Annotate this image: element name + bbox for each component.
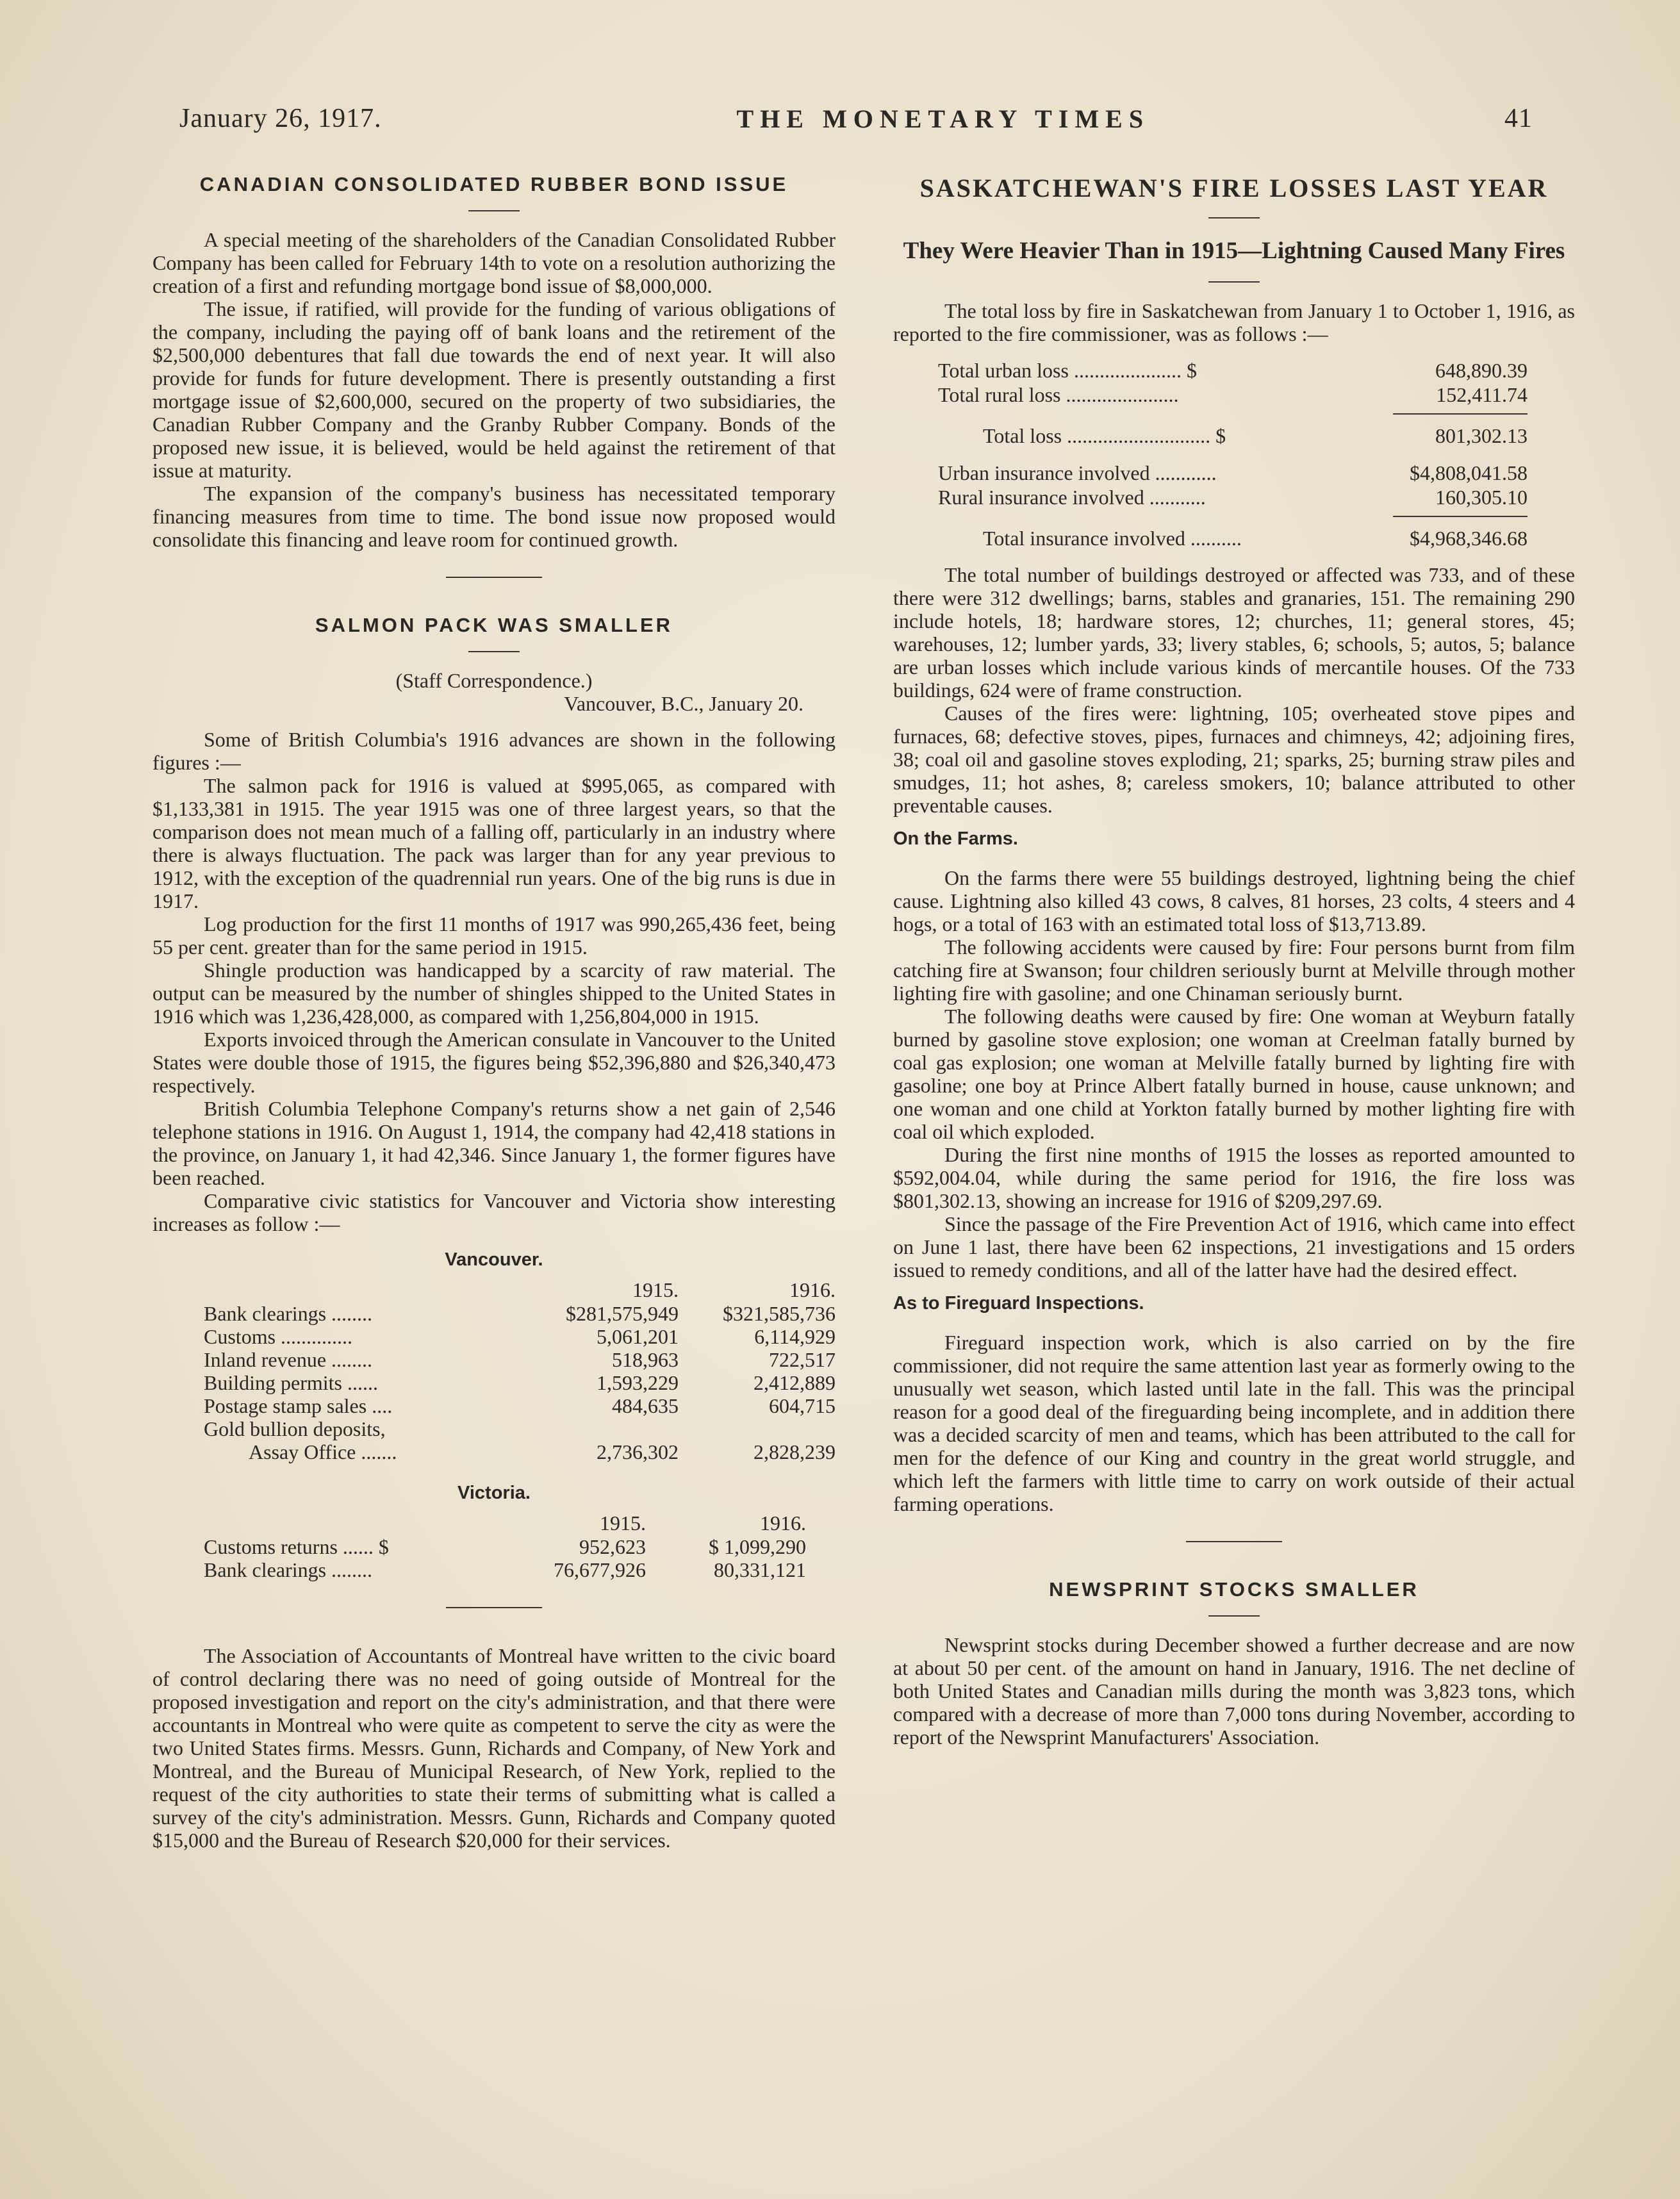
left-column <box>152 173 836 1852</box>
table-row <box>204 1558 806 1581</box>
leader-dots: .... <box>372 1394 393 1417</box>
value-1915: 1,593,229 <box>596 1371 679 1394</box>
row-label: Rural insurance involved ........... <box>938 486 1206 509</box>
table-row <box>204 1325 836 1348</box>
victoria-table-title: Victoria. <box>457 1483 531 1503</box>
publication-title: THE MONETARY TIMES <box>736 104 1150 133</box>
row-label: Assay Office <box>249 1440 356 1463</box>
table-row <box>204 1348 836 1371</box>
farms-paragraph: The following deaths were caused by fire: One woman at Weyburn fatally burned by gasoline stove explosion; one woman at Creelman fatally burned by coal gas explosion; one woman at Melville fatally burned by lighting fire with gasoline; one boy at Prince Albert fatally burned in house, cause unknown; and one woman and one child at Yorkton fatally burned by mother lighting fire with coal oil which exploded. <box>893 1005 1575 1143</box>
farms-paragraph: Since the passage of the Fire Prevention Act of 1916, which came into effect on June 1 last, there have been 62 inspections, 21 investigations and 15 orders issued to remedy conditions, and all of the latter have had the desired effect. <box>893 1212 1575 1281</box>
fire-losses-heading: SASKATCHEWAN'S FIRE LOSSES LAST YEAR <box>919 174 1549 202</box>
spacer <box>152 715 836 728</box>
row-label: Total loss ............................ $ <box>983 424 1226 447</box>
farms-paragraph: During the first nine months of 1915 the losses as reported amounted to $592,004.04, while during the same period for 1916, the fire loss was $801,302.13, showing an increase for 1916 of $209,297.69. <box>893 1143 1575 1212</box>
table-row <box>204 1394 836 1417</box>
salmon-paragraph: Some of British Columbia's 1916 advances are shown in the following figures :— <box>152 728 836 774</box>
row-value: 801,302.13 <box>1435 424 1528 447</box>
leader-dots: ........ <box>331 1558 373 1581</box>
row-label: Building permits <box>204 1371 342 1394</box>
vancouver-table-title: Vancouver. <box>445 1249 543 1270</box>
value-1915: 518,963 <box>611 1348 679 1371</box>
salmon-paragraph: Log production for the first 11 months of 1917 was 990,265,436 feet, being 55 per cent. greater than for the same period in 1915. <box>152 912 836 959</box>
table-header-row <box>204 1511 806 1535</box>
year-header: 1915. <box>600 1511 646 1535</box>
divider <box>1208 281 1260 283</box>
leader-dots: ...... <box>347 1371 378 1394</box>
table-row <box>938 485 1528 509</box>
rubber-paragraph: The expansion of the company's business has necessitated temporary financing measures from time to time. The bond issue now proposed would consolidate this financing and leave room for continued growth. <box>152 482 836 551</box>
accountants-paragraph: The Association of Accountants of Montreal have written to the civic board of control declaring there was no need of going outside of Montreal for the proposed investigation and report on the city's administration, and that there were accountants in Montreal who were quite as competent to serve the city as were the two United States firms. Messrs. Gunn, Richards and Company, of New York and Montreal, and the Bureau of Municipal Research, of New York, replied to the request of the city authorities to state their terms of submitting what is called a survey of the city's administration. Messrs. Gunn, Richards and Company quoted $15,000 and the Bureau of Research $20,000 for their services. <box>152 1644 836 1852</box>
rubber-bond-heading: CANADIAN CONSOLIDATED RUBBER BOND ISSUE <box>199 173 789 195</box>
table-row <box>938 424 1528 448</box>
value-1915: 484,635 <box>611 1394 679 1417</box>
row-label: Postage stamp sales <box>204 1394 367 1417</box>
leader-dots: .............. <box>281 1325 353 1348</box>
value-1915: 2,736,302 <box>596 1440 679 1463</box>
newsprint-paragraph: Newsprint stocks during December showed a further decrease and are now at about 50 per cent. of the amount on hand in January, 1916. The net decline of both United States and Canadian mills during the month was 3,823 tons, which compared with a decrease of more than 7,000 tons during November, according to report of the Newsprint Manufacturers' Association. <box>893 1633 1575 1749</box>
row-label: Customs returns <box>204 1535 338 1558</box>
table-row <box>204 1535 806 1558</box>
page-number: 41 <box>1504 104 1533 133</box>
table-row <box>204 1440 836 1463</box>
salmon-paragraph: The salmon pack for 1916 is valued at $995,065, as compared with $1,133,381 in 1915. The year 1915 was one of three largest years, so that the comparison does not mean much of a falling off, particularly in an industry where there is always fluctuation. The pack was larger than for any year previous to 1912, with the exception of the quadrennial run years. One of the big runs is due in 1917. <box>152 774 836 912</box>
sum-rule <box>1393 413 1528 415</box>
section-rule <box>446 1607 542 1608</box>
row-value: $4,808,041.58 <box>1410 461 1528 484</box>
byline: (Staff Correspondence.) <box>395 669 593 692</box>
row-label: Inland revenue <box>204 1348 327 1371</box>
divider <box>1208 217 1260 218</box>
vancouver-stats-table <box>204 1278 836 1463</box>
leader-dots: ...... $ <box>342 1535 389 1558</box>
divider <box>468 651 520 652</box>
value-1916: 2,412,889 <box>754 1371 836 1394</box>
spacer <box>938 448 1575 461</box>
row-value: 152,411.74 <box>1436 383 1528 406</box>
value-1916: $ 1,099,290 <box>709 1535 806 1558</box>
spacer <box>893 550 1575 563</box>
farms-paragraph: On the farms there were 55 buildings destroyed, lightning being the chief cause. Lightning also killed 43 cows, 8 calves, 81 horses, 23 colts, 4 steers and 4 hogs, or a total of 163 with an estimated total loss of $13,713.89. <box>893 866 1575 935</box>
row-label: Bank clearings <box>204 1302 327 1325</box>
salmon-paragraph: British Columbia Telephone Company's returns show a net gain of 2,546 telephone stations in 1916. On August 1, 1914, the company had 42,418 stations in the province, on January 1, it had 42,346. Since January 1, the former figures have been reached. <box>152 1097 836 1189</box>
table-row <box>938 526 1528 550</box>
fire-intro: The total loss by fire in Saskatchewan from January 1 to October 1, 1916, as reported to the fire commissioner, was as follows :— <box>893 299 1575 345</box>
value-1916: 80,331,121 <box>714 1558 806 1581</box>
section-rule <box>1186 1541 1282 1542</box>
leader-dots: ........ <box>331 1302 373 1325</box>
value-1916: 2,828,239 <box>754 1440 836 1463</box>
salmon-paragraph: Shingle production was handicapped by a scarcity of raw material. The output can be measured by the number of shingles shipped to the United States in 1916 which was 1,236,428,000, as compared with 1,256,804,000 in 1915. <box>152 959 836 1028</box>
right-column <box>893 173 1575 1749</box>
row-label: Total urban loss ..................... $ <box>938 359 1197 382</box>
section-rule <box>446 577 542 578</box>
rubber-paragraph: A special meeting of the shareholders of the Canadian Consolidated Rubber Company has been called for February 14th to vote on a resolution authorizing the creation of a first and refunding mortgage bond issue of $8,000,000. <box>152 228 836 297</box>
salmon-paragraph: Exports invoiced through the American consulate in Vancouver to the United States were double those of 1915, the figures being $52,396,880 and $26,340,473 respectively. <box>152 1028 836 1097</box>
fireguard-paragraph: Fireguard inspection work, which is also carried on by the fire commissioner, did not require the same attention last year as formerly owing to the unusually wet season, which lasted until late in the fall. This was the principal reason for a good deal of the fireguarding being incomplete, and in addition there was a decided scarcity of men and teams, which has been attributed to the call for men for the defence of our King and country in the great world struggle, and which left the farmers with little time to carry on work outside of their actual farming operations. <box>893 1331 1575 1515</box>
salmon-pack-heading: SALMON PACK WAS SMALLER <box>315 614 673 636</box>
table-row <box>204 1302 836 1325</box>
fireguard-subheading: As to Fireguard Inspections. <box>893 1293 1144 1314</box>
year-header: 1915. <box>632 1278 679 1301</box>
fire-losses-subheading: They Were Heavier Than in 1915—Lightning Caused Many Fires <box>903 238 1565 264</box>
running-header <box>179 96 1533 141</box>
row-value: 648,890.39 <box>1435 359 1528 382</box>
divider <box>468 210 520 211</box>
fire-paragraph: The total number of buildings destroyed or affected was 733, and of these there were 312 dwellings; barns, stables and granaries, 151. The remaining 290 include hotels, 18; hardware stores, 12; churches, 11; general stores, 45; warehouses, 12; lumber yards, 33; livery stables, 6; schools, 5; autos, 5; balance are urban losses which include various kinds of mercantile houses. Of the 733 buildings, 624 were of frame construction. <box>893 563 1575 702</box>
table-row <box>938 358 1528 383</box>
rubber-paragraph: The issue, if ratified, will provide for the funding of various obligations of the company, including the paying off of bank loans and the retirement of the $2,500,000 debentures that fall due towards the end of next year. It will also provide for funds for future development. There is presently outstanding a first mortgage issue of $2,600,000, secured on the property of two subsidiaries, the Canadian Rubber Company and the Granby Rubber Company. Bonds of the proposed new issue, it is believed, would be held against the retirement of that issue at maturity. <box>152 297 836 482</box>
value-1916: 722,517 <box>769 1348 836 1371</box>
sum-rule <box>1393 516 1528 517</box>
table-header-row <box>204 1278 836 1302</box>
value-1916: $321,585,736 <box>723 1302 836 1325</box>
fire-loss-table <box>938 358 1575 550</box>
leader-dots: ........ <box>331 1348 373 1371</box>
fire-paragraph: Causes of the fires were: lightning, 105; overheated stove pipes and furnaces, 68; defective stoves, pipes, furnaces and chimneys, 42; adjoining fires, 38; coal oil and gasoline stoves exploding, 21; sparks, 25; burning straw piles and smudges, 11; hot ashes, 8; careless smokers, 10; balance attributed to other preventable causes. <box>893 702 1575 817</box>
value-1916: 604,715 <box>769 1394 836 1417</box>
row-label: Total rural loss ...................... <box>938 383 1179 406</box>
divider <box>1208 1615 1260 1617</box>
value-1915: 952,623 <box>579 1535 646 1558</box>
row-label: Customs <box>204 1325 276 1348</box>
row-value: 160,305.10 <box>1435 486 1528 509</box>
value-1915: 5,061,201 <box>596 1325 679 1348</box>
table-row <box>938 383 1528 407</box>
leader-dots: ....... <box>361 1440 397 1463</box>
issue-date: January 26, 1917. <box>179 104 382 133</box>
value-1916: 6,114,929 <box>754 1325 836 1348</box>
row-label: Gold bullion deposits, <box>204 1417 386 1440</box>
row-label: Bank clearings <box>204 1558 327 1581</box>
table-row <box>204 1371 836 1394</box>
value-1915: $281,575,949 <box>565 1302 679 1325</box>
row-value: $4,968,346.68 <box>1410 527 1528 550</box>
dateline: Vancouver, B.C., January 20. <box>564 692 803 715</box>
table-row <box>938 461 1528 485</box>
salmon-paragraph: Comparative civic statistics for Vancouver and Victoria show interesting increases as follow :— <box>152 1189 836 1235</box>
farms-subheading: On the Farms. <box>893 828 1018 849</box>
farms-paragraph: The following accidents were caused by fire: Four persons burnt from film catching fire at Swanson; four children seriously burnt at Melville through mother lighting fire with gasoline; and one Chinaman seriously burnt. <box>893 935 1575 1005</box>
victoria-stats-table <box>204 1511 806 1581</box>
value-1915: 76,677,926 <box>554 1558 646 1581</box>
table-row <box>204 1417 836 1440</box>
row-label: Total insurance involved .......... <box>983 527 1242 550</box>
year-header: 1916. <box>789 1278 836 1301</box>
year-header: 1916. <box>760 1511 806 1535</box>
row-label: Urban insurance involved ............ <box>938 461 1217 484</box>
newsprint-heading: NEWSPRINT STOCKS SMALLER <box>1049 1578 1419 1601</box>
